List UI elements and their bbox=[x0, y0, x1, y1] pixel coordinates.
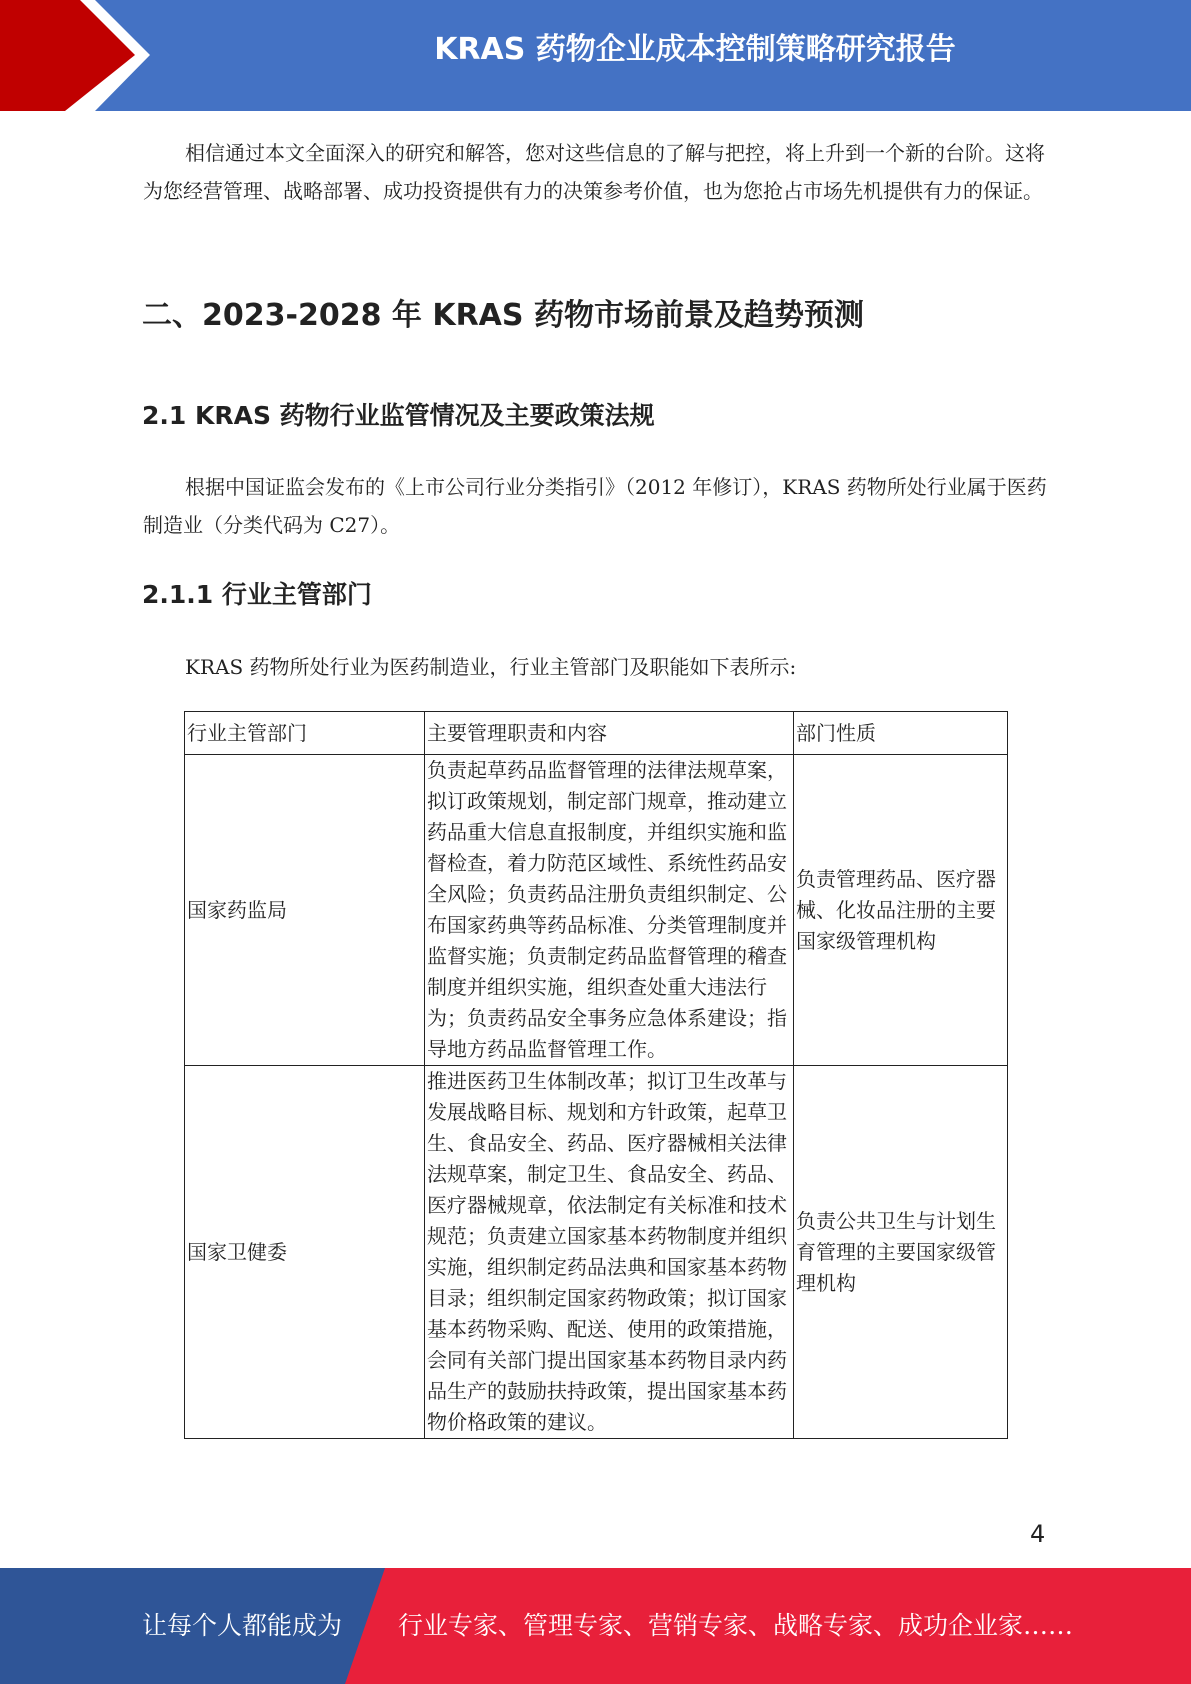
duties-cell: 负责起草药品监督管理的法律法规草案，拟订政策规划，制定部门规章，推动建立药品重大信息直报制度，并组织实施和监督检查，着力防范区域性、系统性药品安全风险；负责药品注册负责组织制定、公布国家药典等药品标准、分类管理制度并监督实施；负责制定药品监督管理的稽查制度并组织实施，组织查处重大违法行为；负责药品安全事务应急体系建设；指导地方药品监督管理工作。 bbox=[425, 755, 794, 1066]
table-header-cell: 行业主管部门 bbox=[185, 712, 425, 755]
nature-cell: 负责管理药品、医疗器械、化妆品注册的主要国家级管理机构 bbox=[794, 755, 1008, 1066]
nature-cell: 负责公共卫生与计划生育管理的主要国家级管理机构 bbox=[794, 1066, 1008, 1439]
subsubsection-title: 2.1.1 行业主管部门 bbox=[142, 580, 372, 609]
table-header-cell: 主要管理职责和内容 bbox=[425, 712, 794, 755]
intro-paragraph: 相信通过本文全面深入的研究和解答，您对这些信息的了解与把控，将上升到一个新的台阶。这将为您经营管理、战略部署、成功投资提供有力的决策参考价值，也为您抢占市场先机提供有力的保证。 bbox=[143, 141, 1045, 203]
table-row bbox=[185, 755, 1008, 1066]
department-cell: 国家卫健委 bbox=[185, 1066, 425, 1439]
subsection-title: 2.1 KRAS 药物行业监管情况及主要政策法规 bbox=[142, 401, 655, 430]
section-title: 二、2023-2028 年 KRAS 药物市场前景及趋势预测 bbox=[142, 298, 864, 333]
footer-slogan-right: 行业专家、管理专家、营销专家、战略专家、成功企业家…… bbox=[398, 1611, 1074, 1640]
table-intro: KRAS 药物所处行业为医药制造业，行业主管部门及职能如下表所示: bbox=[185, 655, 797, 679]
table-row bbox=[185, 1066, 1008, 1439]
regulator-table bbox=[184, 711, 1008, 1439]
page-footer bbox=[0, 1568, 1191, 1684]
subsection-paragraph: 根据中国证监会发布的《上市公司行业分类指引》（2012 年修订），KRAS 药物所处行业属于医药制造业（分类代码为 C27）。 bbox=[143, 475, 1047, 537]
report-title: KRAS 药物企业成本控制策略研究报告 bbox=[434, 32, 956, 67]
table-header-row bbox=[185, 712, 1008, 755]
footer-slogan-left: 让每个人都能成为 bbox=[142, 1611, 343, 1640]
department-cell: 国家药监局 bbox=[185, 755, 425, 1066]
page-number: 4 bbox=[1030, 1520, 1046, 1548]
table-header-cell: 部门性质 bbox=[794, 712, 1008, 755]
duties-cell: 推进医药卫生体制改革；拟订卫生改革与发展战略目标、规划和方针政策，起草卫生、食品安全、药品、医疗器械相关法律法规草案，制定卫生、食品安全、药品、医疗器械规章，依法制定有关标准和技术规范；负责建立国家基本药物制度并组织实施，组织制定药品法典和国家基本药物目录；组织制定国家药物政策；拟订国家基本药物采购、配送、使用的政策措施，会同有关部门提出国家基本药物目录内药品生产的鼓励扶持政策，提出国家基本药物价格政策的建议。 bbox=[425, 1066, 794, 1439]
